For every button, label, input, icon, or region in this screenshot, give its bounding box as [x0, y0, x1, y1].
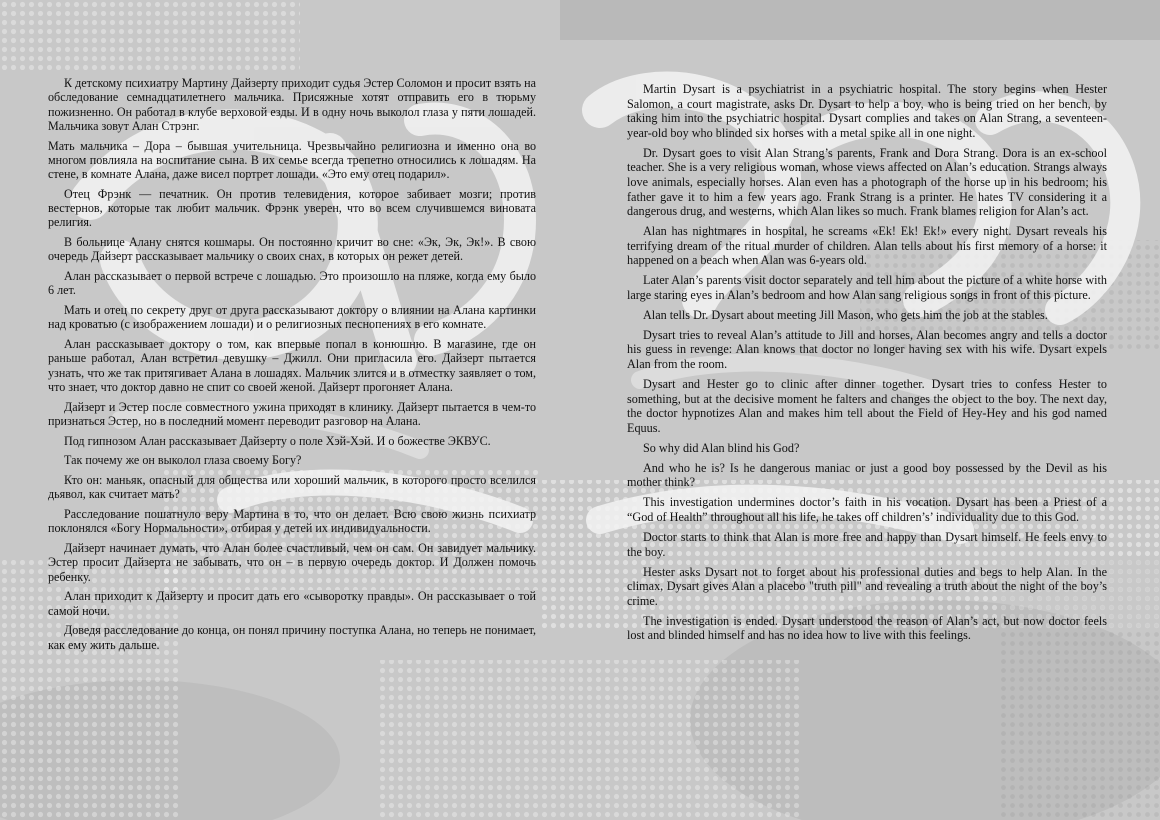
paragraph: Дайзерт и Эстер после совместного ужина приходят в клинику. Дайзерт пытается в чем-то признаться Эстер, но в последний момент переводит разговор на Алана.: [48, 399, 536, 428]
paragraph: Doctor starts to think that Alan is more free and happy than Dysart himself. He feels envy to the boy.: [627, 529, 1107, 559]
paragraph: Алан приходит к Дайзерту и просит дать его «сыворотку правды». Он рассказывает о той самой ночи.: [48, 589, 536, 618]
paragraph: Alan tells Dr. Dysart about meeting Jill Mason, who gets him the job at the stables.: [643, 307, 1048, 322]
paragraph: В больнице Алану снятся кошмары. Он постоянно кричит во сне: «Эк, Эк, Эк!». В свою очередь Дайзерт рассказывает мальчику о своих снах, в которых он режет детей.: [48, 235, 536, 264]
paragraph: Расследование пошатнуло веру Мартина в то, что он делает. Всю свою жизнь психиатр поклонялся «Богу Нормальности», отбирая у детей их индивидуальности.: [48, 507, 536, 536]
paragraph: Так почему же он выколол глаза своему Богу?: [64, 453, 302, 468]
paragraph: This investigation undermines doctor’s faith in his vocation. Dysart has been a Priest of a “God of Health” throughout all his life, he takes off children’s’ individuality due to this God.: [627, 495, 1107, 524]
paragraph: Dysart tries to reveal Alan’s attitude to Jill and horses, Alan becomes angry and tells a doctor his guess in revenge: Alan knows that doctor no longer having sex with his wife. Dysart expels Alan from the room.: [627, 327, 1107, 372]
paragraph: The investigation is ended. Dysart understood the reason of Alan’s act, but now doctor feels lost and blinded himself and has no idea how to live with this feelings.: [627, 613, 1107, 643]
paragraph: Dysart and Hester go to clinic after dinner together. Dysart tries to confess Hester to something, but at the decisive moment he falters and changes the object to the boy. The next day, the doctor hypnotizes Alan and makes him tell about the Field of Hey-Hey and his god named Equus.: [627, 377, 1107, 435]
paragraph: Later Alan’s parents visit doctor separately and tell him about the picture of a white horse with large staring eyes in Alan’s bedroom and how Alan sang religious songs in front of this picture.: [627, 273, 1107, 302]
paragraph: Алан рассказывает доктору о том, как впервые попал в конюшню. В магазине, где он раньше работал, Алан встретил девушку – Джилл. Они пригласила его. Дайзерт пытается узнать, что же так притягивает Алана в лошадях. Мальчик злится и в отместку заявляет о том, что знает, что доктор давно не спит со своей женой. Дайзерт прогоняет Алана.: [48, 337, 536, 394]
paragraph: Hester asks Dysart not to forget about his professional duties and begs to help Alan. In the climax, Dysart gives Alan a placebo "truth pill" and revealing a truth about the night of the boy’s crime.: [627, 564, 1107, 608]
right-page-english-text: [627, 82, 1107, 648]
paragraph: Алан рассказывает о первой встрече с лошадью. Это произошло на пляже, когда ему было 6 лет.: [48, 269, 536, 298]
paragraph: And who he is? Is he dangerous maniac or just a good boy possessed by the Devil as his mother think?: [627, 460, 1107, 490]
paragraph: Мать и отец по секрету друг от друга рассказывают доктору о влиянии на Алана картинки над кроватью (с изображением лошади) и о религиозных песнопениях в его комнате.: [48, 303, 536, 332]
paragraph: So why did Alan blind his God?: [643, 440, 800, 455]
paragraph: Доведя расследование до конца, он понял причину поступка Алана, но теперь не понимает, как ему жить дальше.: [48, 623, 536, 652]
paragraph: К детскому психиатру Мартину Дайзерту приходит судья Эстер Соломон и просит взять на обследование семнадцатилетнего мальчика. Присяжные хотят отправить его в тюрьму пожизненно. Он работал в клубе верховой езды. И в одну ночь выколол глаза у пяти лошадей. Мальчика зовут Алан Стрэнг.: [48, 76, 536, 133]
left-page-russian-text: [48, 76, 536, 657]
paragraph: Мать мальчика – Дора – бывшая учительница. Чрезвычайно религиозна и именно она во многом повлияла на воспитание сына. В их семье всегда трепетно относились к лошадям. На стене, в комнате Алана, даже висел портрет лошади. «Это ему отец подарил».: [48, 138, 536, 182]
paragraph: Dr. Dysart goes to visit Alan Strang’s parents, Frank and Dora Strang. Dora is an ex-school teacher. She is a very religious woman, whose views affected on Alan’s education. Strangs always love animals, especially horses. Alan even has a photograph of the horse up in his bedroom; his father gave it to him a few years ago. Frank Strang is a printer. He hates TV considering it a dangerous drug, and westerns, which Alan likes so much. Frank blames religion for Alan’s act.: [627, 145, 1107, 219]
paragraph: Отец Фрэнк — печатник. Он против телевидения, которое забивает мозги; против вестернов, которые так любит мальчик. Фрэнк уверен, что во всем случившемся виновата религия.: [48, 186, 536, 230]
paragraph: Дайзерт начинает думать, что Алан более счастливый, чем он сам. Он завидует мальчику. Эстер просит Дайзерта не забывать, что он – в первую очередь доктор. И Должен помочь ребенку.: [48, 541, 536, 584]
paragraph: Alan has nightmares in hospital, he screams «Ek! Ek! Ek!» every night. Dysart reveals his terrifying dream of the ritual murder of children. Alan tells about his first memory of a horse: it happened on a beach when Alan was 6-years old.: [627, 224, 1107, 268]
paragraph: Под гипнозом Алан рассказывает Дайзерту о поле Хэй-Хэй. И о божестве ЭКВУС.: [64, 433, 491, 448]
paragraph: Martin Dysart is a psychiatrist in a psychiatric hospital. The story begins when Hester Salomon, a court magistrate, asks Dr. Dysart to help a boy, who is being tried on her bench, by taking him into the psychiatric hospital. Dysart complies and takes on Alan Strang, a seventeen-year-old boy who blinded six horses with a metal spike all in one night.: [627, 82, 1107, 140]
paragraph: Кто он: маньяк, опасный для общества или хороший мальчик, в которого просто вселился дьявол, как считает мать?: [48, 473, 536, 502]
